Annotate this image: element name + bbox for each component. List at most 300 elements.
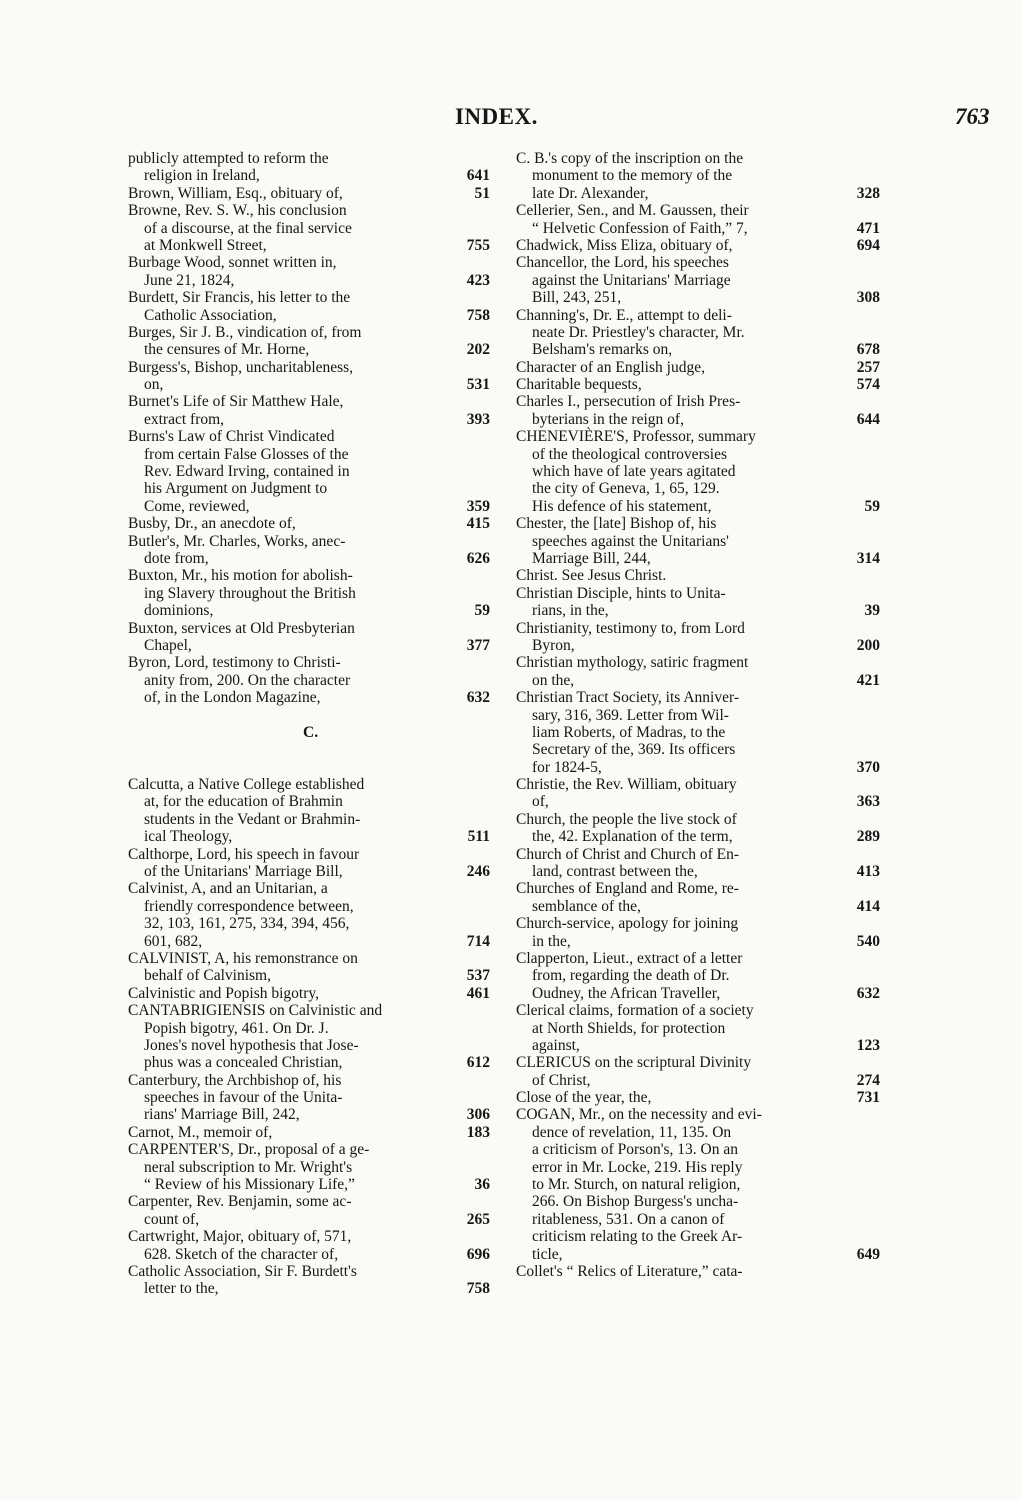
index-entry-line (128, 811, 490, 828)
index-entry-text: error in Mr. Locke, 219. His reply (532, 1158, 743, 1176)
index-entry-page-ref: 414 (856, 897, 880, 915)
index-entry-line (128, 880, 490, 897)
index-entry-line (128, 724, 490, 741)
index-entry-text: dote from, (144, 549, 209, 567)
index-entry-text: Christian mythology, satiric fragment (516, 654, 749, 672)
index-entry-line (128, 950, 490, 967)
index-entry-line (516, 446, 880, 463)
index-entry-line (128, 1054, 490, 1071)
index-entry-text: in the, (532, 932, 571, 950)
index-entry-line (516, 1176, 880, 1193)
index-entry-line (516, 1228, 880, 1245)
index-entry-text: letter to the, (144, 1280, 219, 1298)
index-entry-line (128, 707, 490, 724)
index-entry-line (516, 637, 880, 654)
index-entry-line (128, 463, 490, 480)
index-entry-text: of, in the London Magazine, (144, 689, 321, 707)
index-entry-line (516, 828, 880, 845)
index-entry-text: of, (532, 793, 549, 811)
index-entry-text: criticism relating to the Greek Ar- (532, 1228, 743, 1246)
index-entry-text: Buxton, Mr., his motion for abolish- (128, 567, 353, 585)
index-entry-page-ref: 289 (856, 828, 880, 846)
index-entry-text: Church of Christ and Church of En- (516, 845, 739, 863)
index-entry-line (128, 741, 490, 758)
index-entry-text: anity from, 200. On the character (144, 671, 351, 689)
index-entry-page-ref: 370 (856, 758, 880, 776)
index-entry-text: land, contrast between the, (532, 863, 698, 881)
index-entry-page-ref: 537 (466, 967, 490, 985)
index-entry-line (516, 707, 880, 724)
index-entry-page-ref: 574 (856, 376, 880, 394)
index-entry-page-ref: 359 (466, 497, 490, 515)
index-entry-text: phus was a concealed Christian, (144, 1054, 343, 1072)
index-entry-line (128, 620, 490, 637)
index-entry-line (516, 1159, 880, 1176)
index-entry-line (128, 359, 490, 376)
index-entry-text: at Monkwell Street, (144, 236, 267, 254)
index-entry-line (516, 480, 880, 497)
index-entry-line (516, 1106, 880, 1123)
index-entry-line (516, 411, 880, 428)
index-entry-line (128, 533, 490, 550)
index-entry-line (128, 550, 490, 567)
index-entry-text: Character of an English judge, (516, 358, 705, 376)
index-entry-line (516, 237, 880, 254)
index-entry-line (516, 533, 880, 550)
index-entry-page-ref: 59 (864, 497, 880, 515)
index-entry-line (128, 898, 490, 915)
index-entry-line (128, 237, 490, 254)
index-entry-line (128, 272, 490, 289)
index-entry-line (516, 793, 880, 810)
index-entry-line (128, 289, 490, 306)
index-entry-line (516, 741, 880, 758)
index-entry-page-ref: 694 (856, 236, 880, 254)
index-entry-line (516, 776, 880, 793)
index-entry-text: count of, (144, 1210, 200, 1228)
index-entry-text: Rev. Edward Irving, contained in (144, 463, 350, 481)
index-entry-text: Calthorpe, Lord, his speech in favour (128, 845, 360, 863)
index-entry-text: dominions, (144, 602, 214, 620)
index-entry-text: of the Unitarians' Marriage Bill, (144, 863, 343, 881)
index-entry-text: at North Shields, for protection (532, 1019, 726, 1037)
index-entry-line (128, 167, 490, 184)
index-entry-line (128, 863, 490, 880)
index-entry-line (128, 185, 490, 202)
index-entry-line (516, 359, 880, 376)
index-entry-line (128, 846, 490, 863)
index-entry-page-ref: 39 (864, 602, 880, 620)
index-entry-line (128, 498, 490, 515)
index-entry-page-ref: 714 (466, 932, 490, 950)
index-entry-text: C. B.'s copy of the inscription on the (516, 150, 744, 167)
index-entry-text: semblance of the, (532, 897, 641, 915)
index-entry-page-ref: 758 (466, 306, 490, 324)
index-entry-line (516, 150, 880, 167)
index-entry-text: Clapperton, Lieut., extract of a letter (516, 949, 743, 967)
index-entry-text: byterians in the reign of, (532, 410, 684, 428)
index-entry-line (128, 202, 490, 219)
index-entry-line (516, 393, 880, 410)
index-entry-text: Christianity, testimony to, from Lord (516, 619, 745, 637)
index-entry-page-ref: 649 (856, 1245, 880, 1263)
index-entry-line (128, 393, 490, 410)
index-entry-page-ref: 314 (856, 549, 880, 567)
index-entry-page-ref: 540 (856, 932, 880, 950)
index-entry-text: Carpenter, Rev. Benjamin, some ac- (128, 1193, 352, 1211)
index-entry-line (516, 324, 880, 341)
index-entry-text: ritableness, 531. On a canon of (532, 1210, 725, 1228)
index-entry-page-ref: 632 (856, 984, 880, 1002)
index-entry-line (128, 1211, 490, 1228)
index-entry-text: COGAN, Mr., on the necessity and evi- (516, 1106, 762, 1124)
index-entry-page-ref: 257 (856, 358, 880, 376)
index-entry-page-ref: 644 (856, 410, 880, 428)
index-entry-line (516, 933, 880, 950)
index-entry-line (516, 220, 880, 237)
index-entry-line (516, 863, 880, 880)
index-entry-page-ref: 421 (856, 671, 880, 689)
index-entry-text: Chancellor, the Lord, his speeches (516, 254, 729, 272)
index-entry-text: His defence of his statement, (532, 497, 712, 515)
index-entry-line (128, 602, 490, 619)
index-entry-text: the censures of Mr. Horne, (144, 341, 310, 359)
index-entry-page-ref: 59 (474, 602, 490, 620)
index-entry-text: neate Dr. Priestley's character, Mr. (532, 323, 745, 341)
index-entry-line (516, 1124, 880, 1141)
index-entry-page-ref: 755 (466, 236, 490, 254)
index-entry-text: his Argument on Judgment to (144, 480, 328, 498)
index-entry-line (128, 515, 490, 532)
index-entry-page-ref: 415 (466, 515, 490, 533)
index-entry-text: 628. Sketch of the character of, (144, 1245, 339, 1263)
index-entry-line (516, 1193, 880, 1210)
index-entry-line (516, 1089, 880, 1106)
index-entry-line (516, 341, 880, 358)
index-entry-text: of Christ, (532, 1071, 591, 1089)
index-entry-text: friendly correspondence between, (144, 897, 354, 915)
index-entry-text: sary, 316, 369. Letter from Wil- (532, 706, 729, 724)
index-entry-text: Burges, Sir J. B., vindication of, from (128, 323, 362, 341)
index-entry-text: Charitable bequests, (516, 376, 642, 394)
index-entry-text: a criticism of Porson's, 13. On an (532, 1141, 738, 1159)
index-entry-line (128, 1263, 490, 1280)
index-entry-line (128, 376, 490, 393)
index-entry-line (128, 254, 490, 271)
index-entry-line (516, 880, 880, 897)
index-entry-page-ref: 265 (466, 1210, 490, 1228)
index-entry-line (128, 654, 490, 671)
index-entry-text: Burns's Law of Christ Vindicated (128, 428, 335, 446)
index-entry-line (516, 167, 880, 184)
index-entry-page-ref: 377 (466, 636, 490, 654)
index-entry-text: Secretary of the, 369. Its officers (532, 741, 736, 759)
index-entry-text: Marriage Bill, 244, (532, 549, 651, 567)
index-entry-text: Catholic Association, (144, 306, 277, 324)
index-entry-line (516, 811, 880, 828)
index-entry-text: Butler's, Mr. Charles, Works, anec- (128, 532, 346, 550)
index-entry-text: Burdett, Sir Francis, his letter to the (128, 289, 351, 307)
index-entry-text: Catholic Association, Sir F. Burdett's (128, 1263, 357, 1280)
index-entry-text: Bill, 243, 251, (532, 289, 622, 307)
index-entry-line (516, 272, 880, 289)
index-entry-line (516, 846, 880, 863)
index-entry-line (128, 1002, 490, 1019)
index-entry-line (128, 428, 490, 445)
index-entry-line (128, 689, 490, 706)
index-entry-text: Cellerier, Sen., and M. Gaussen, their (516, 202, 749, 220)
index-entry-line (128, 1176, 490, 1193)
index-entry-line (516, 654, 880, 671)
index-entry-line (516, 289, 880, 306)
index-entry-page-ref: 696 (466, 1245, 490, 1263)
index-entry-text: speeches against the Unitarians' (532, 532, 729, 550)
index-entry-text: against, (532, 1036, 580, 1054)
index-entry-page-ref: 641 (466, 167, 490, 185)
index-entry-page-ref: 123 (856, 1036, 880, 1054)
index-entry-line (516, 1263, 880, 1280)
index-entry-text: Brown, William, Esq., obituary of, (128, 184, 343, 202)
index-entry-text: Come, reviewed, (144, 497, 250, 515)
index-entry-text: on, (144, 376, 164, 394)
index-entry-line (516, 898, 880, 915)
page-header (0, 104, 1022, 140)
index-entry-line (128, 967, 490, 984)
index-entry-page-ref: 36 (474, 1176, 490, 1194)
index-entry-page-ref: 731 (856, 1089, 880, 1107)
index-entry-text: Calvinist, A, and an Unitarian, a (128, 880, 328, 898)
index-entry-page-ref: 531 (466, 376, 490, 394)
index-entry-text: Cartwright, Major, obituary of, 571, (128, 1228, 352, 1246)
index-entry-line (516, 376, 880, 393)
section-letter-heading: C. (303, 723, 319, 741)
index-entry-text: Church-service, apology for joining (516, 915, 739, 933)
index-entry-line (516, 254, 880, 271)
index-entry-text: “ Helvetic Confession of Faith,” 7, (532, 219, 748, 237)
index-entry-line (516, 1246, 880, 1263)
index-entry-text: Burnet's Life of Sir Matthew Hale, (128, 393, 344, 411)
index-entry-text: Byron, Lord, testimony to Christi- (128, 654, 341, 672)
index-entry-line (516, 515, 880, 532)
index-entry-text: religion in Ireland, (144, 167, 260, 185)
index-entry-line (128, 1020, 490, 1037)
index-entry-line (128, 307, 490, 324)
index-entry-line (128, 1159, 490, 1176)
index-entry-line (516, 1211, 880, 1228)
index-entry-text: the, 42. Explanation of the term, (532, 828, 733, 846)
index-entry-text: Clerical claims, formation of a society (516, 1002, 754, 1020)
index-column-right (516, 150, 880, 1280)
index-entry-text: Burgess's, Bishop, uncharitableness, (128, 358, 354, 376)
index-entry-line (516, 428, 880, 445)
index-entry-line (128, 1280, 490, 1297)
index-entry-text: for 1824-5, (532, 758, 602, 776)
index-entry-text: Belsham's remarks on, (532, 341, 673, 359)
index-entry-text: from certain False Glosses of the (144, 445, 349, 463)
index-entry-text: Chapel, (144, 636, 192, 654)
index-entry-page-ref: 306 (466, 1106, 490, 1124)
index-entry-page-ref: 413 (856, 863, 880, 881)
index-entry-text: Charles I., persecution of Irish Pres- (516, 393, 741, 411)
index-entry-text: “ Review of his Missionary Life,” (144, 1176, 355, 1194)
index-entry-line (128, 1228, 490, 1245)
running-title: INDEX. (455, 104, 538, 129)
index-entry-text: Calcutta, a Native College established (128, 776, 365, 794)
index-entry-line (516, 498, 880, 515)
index-entry-text: extract from, (144, 410, 225, 428)
index-entry-text: Christie, the Rev. William, obituary (516, 776, 737, 794)
index-entry-page-ref: 612 (466, 1054, 490, 1072)
index-entry-line (128, 220, 490, 237)
index-entry-text: Calvinistic and Popish bigotry, (128, 984, 320, 1002)
index-entry-line (516, 915, 880, 932)
index-entry-line (128, 1246, 490, 1263)
index-entry-text: Chester, the [late] Bishop of, his (516, 515, 717, 533)
index-entry-text: Browne, Rev. S. W., his conclusion (128, 202, 347, 220)
index-entry-text: at, for the education of Brahmin (144, 793, 343, 811)
index-entry-line (516, 620, 880, 637)
index-entry-line (128, 793, 490, 810)
index-entry-page-ref: 511 (467, 828, 490, 846)
index-entry-text: Oudney, the African Traveller, (532, 984, 721, 1002)
index-entry-text: to Mr. Sturch, on natural religion, (532, 1176, 741, 1194)
index-entry-line (516, 550, 880, 567)
index-entry-text: Collet's “ Relics of Literature,” cata- (516, 1263, 743, 1280)
index-entry-line (516, 1020, 880, 1037)
index-entry-text: Canterbury, the Archbishop of, his (128, 1071, 342, 1089)
index-entry-line (128, 915, 490, 932)
index-entry-page-ref: 274 (856, 1071, 880, 1089)
index-entry-text: publicly attempted to reform the (128, 150, 329, 167)
index-entry-page-ref: 423 (466, 271, 490, 289)
index-entry-page-ref: 308 (856, 289, 880, 307)
index-entry-line (516, 1054, 880, 1071)
index-entry-line (128, 1072, 490, 1089)
index-entry-text: of the theological controversies (532, 445, 727, 463)
index-entry-page-ref: 363 (856, 793, 880, 811)
index-entry-page-ref: 51 (474, 184, 490, 202)
index-entry-text: late Dr. Alexander, (532, 184, 649, 202)
index-entry-line (128, 1193, 490, 1210)
index-entry-text: Burbage Wood, sonnet written in, (128, 254, 337, 272)
index-entry-line (128, 567, 490, 584)
index-entry-page-ref: 200 (856, 636, 880, 654)
index-entry-text: Close of the year, the, (516, 1089, 652, 1107)
page-number: 763 (955, 104, 990, 129)
index-entry-text: speeches in favour of the Unita- (144, 1089, 343, 1107)
index-entry-line (516, 463, 880, 480)
index-entry-page-ref: 393 (466, 410, 490, 428)
index-entry-text: 266. On Bishop Burgess's uncha- (532, 1193, 739, 1211)
index-entry-text: Churches of England and Rome, re- (516, 880, 739, 898)
index-entry-line (128, 637, 490, 654)
index-entry-line (516, 1002, 880, 1019)
index-entry-text: liam Roberts, of Madras, to the (532, 723, 726, 741)
index-entry-line (516, 950, 880, 967)
index-entry-line (128, 759, 490, 776)
index-entry-page-ref: 461 (466, 984, 490, 1002)
index-entry-text: ticle, (532, 1245, 563, 1263)
index-entry-line (128, 585, 490, 602)
index-entry-line (128, 985, 490, 1002)
index-entry-text: Christian Disciple, hints to Unita- (516, 584, 726, 602)
index-entry-text: the city of Geneva, 1, 65, 129. (532, 480, 720, 498)
index-column-left (128, 150, 490, 1298)
index-entry-text: on the, (532, 671, 575, 689)
index-entry-line (128, 480, 490, 497)
index-entry-line (128, 1089, 490, 1106)
index-entry-text: rians' Marriage Bill, 242, (144, 1106, 300, 1124)
index-entry-line (128, 1106, 490, 1123)
index-entry-text: behalf of Calvinism, (144, 967, 271, 985)
index-entry-line (128, 1141, 490, 1158)
index-entry-text: Byron, (532, 636, 575, 654)
index-entry-page-ref: 632 (466, 689, 490, 707)
index-entry-text: Jones's novel hypothesis that Jose- (144, 1036, 359, 1054)
index-entry-page-ref: 202 (466, 341, 490, 359)
index-entry-line (516, 602, 880, 619)
index-entry-text: CANTABRIGIENSIS on Calvinistic and (128, 1002, 383, 1020)
index-entry-line (516, 185, 880, 202)
index-entry-page-ref: 758 (466, 1280, 490, 1298)
index-entry-line (516, 202, 880, 219)
index-entry-line (516, 585, 880, 602)
index-entry-text: 601, 682, (144, 932, 203, 950)
index-entry-page-ref: 471 (856, 219, 880, 237)
index-entry-page-ref: 626 (466, 549, 490, 567)
index-entry-line (128, 446, 490, 463)
index-entry-text: June 21, 1824, (144, 271, 235, 289)
index-entry-text: Chadwick, Miss Eliza, obituary of, (516, 236, 733, 254)
index-entry-line (516, 759, 880, 776)
index-entry-page-ref: 328 (856, 184, 880, 202)
index-entry-line (128, 411, 490, 428)
index-entry-line (516, 567, 880, 584)
index-entry-text: Christ. See Jesus Christ. (516, 567, 667, 585)
index-entry-line (128, 776, 490, 793)
index-entry-text: CLERICUS on the scriptural Divinity (516, 1054, 752, 1072)
index-entry-line (516, 985, 880, 1002)
index-entry-text: Buxton, services at Old Presbyterian (128, 619, 355, 637)
index-entry-text: CALVINIST, A, his remonstrance on (128, 949, 358, 967)
index-entry-line (516, 689, 880, 706)
index-entry-page-ref: 678 (856, 341, 880, 359)
index-entry-text: CARPENTER'S, Dr., proposal of a ge- (128, 1141, 370, 1159)
index-entry-line (128, 341, 490, 358)
index-entry-text: monument to the memory of the (532, 167, 733, 185)
index-entry-page-ref: 183 (466, 1123, 490, 1141)
index-entry-line (516, 1141, 880, 1158)
index-entry-line (128, 1037, 490, 1054)
index-entry-text: 32, 103, 161, 275, 334, 394, 456, (144, 915, 350, 933)
index-entry-text: Carnot, M., memoir of, (128, 1123, 273, 1141)
index-entry-text: Channing's, Dr. E., attempt to deli- (516, 306, 732, 324)
index-entry-text: Church, the people the live stock of (516, 810, 737, 828)
index-entry-text: from, regarding the death of Dr. (532, 967, 730, 985)
index-entry-text: against the Unitarians' Marriage (532, 271, 731, 289)
index-entry-text: Busby, Dr., an anecdote of, (128, 515, 296, 533)
index-entry-text: dence of revelation, 11, 135. On (532, 1123, 732, 1141)
index-entry-text: CHENEVIÈRE'S, Professor, summary (516, 428, 756, 446)
index-entry-line (128, 150, 490, 167)
index-entry-text: neral subscription to Mr. Wright's (144, 1158, 353, 1176)
index-entry-line (516, 307, 880, 324)
index-entry-line (516, 672, 880, 689)
index-entry-text: Popish bigotry, 461. On Dr. J. (144, 1019, 329, 1037)
index-entry-text: of a discourse, at the final service (144, 219, 352, 237)
index-entry-line (128, 324, 490, 341)
index-entry-line (128, 1124, 490, 1141)
